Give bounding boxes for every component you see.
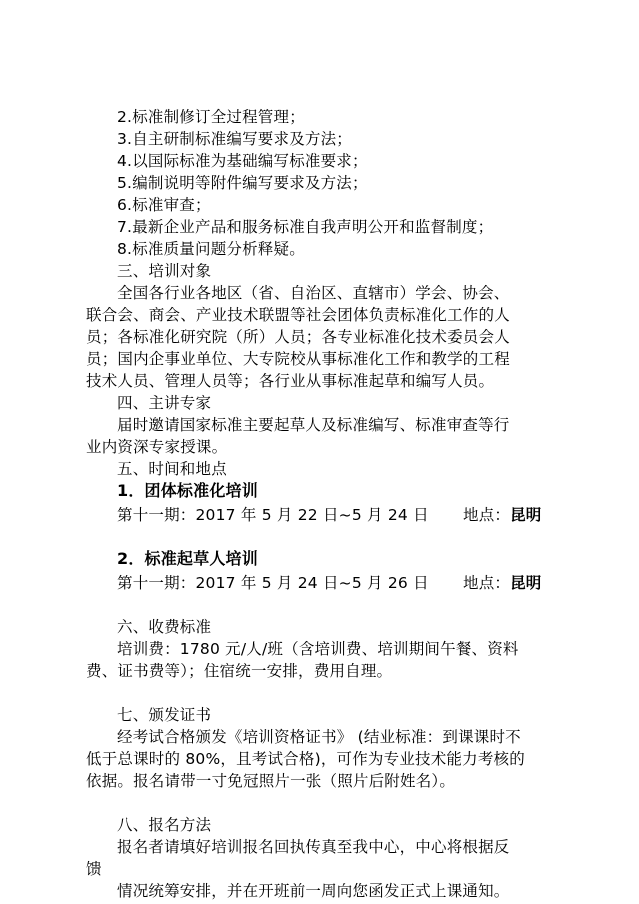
- section-heading-trainees: 三、培训对象: [117, 262, 212, 280]
- list-item: 4.以国际标准为基础编写标准要求；: [117, 152, 368, 170]
- paragraph-line: 培训费：1780 元/人/班（含培训费、培训期间午餐、资料: [117, 640, 519, 658]
- paragraph-line: 依据。报名请带一寸免冠照片一张（照片后附姓名）。: [86, 772, 456, 790]
- paragraph-line: 低于总课时的 80%，且考试合格)，可作为专业技术能力考核的: [86, 750, 525, 768]
- paragraph-line: 费、证书费等）；住宿统一安排，费用自理。: [86, 662, 393, 680]
- paragraph-line: 报名者请填好培训报名回执传真至我中心，中心将根据反: [117, 838, 510, 856]
- paragraph-line: 员；国内企事业单位、大专院校从事标准化工作和教学的工程: [86, 350, 510, 368]
- paragraph-line: 全国各行业各地区（省、自治区、直辖市）学会、协会、: [117, 284, 510, 302]
- paragraph-line: 届时邀请国家标准主要起草人及标准编写、标准审查等行: [117, 416, 510, 434]
- course-title: 2．标准起草人培训: [117, 549, 258, 568]
- course-title: 1．团体标准化培训: [117, 481, 258, 500]
- location-city: 昆明: [510, 574, 542, 592]
- section-heading-experts: 四、主讲专家: [117, 394, 212, 412]
- section-heading-certificate: 七、颁发证书: [117, 706, 212, 724]
- list-item: 8.标准质量问题分析释疑。: [117, 240, 305, 258]
- section-heading-time-place: 五、时间和地点: [117, 460, 227, 478]
- course-schedule: 第十一期：2017 年 5 月 22 日~5 月 24 日: [117, 506, 429, 524]
- paragraph-line: 经考试合格颁发《培训资格证书》 (结业标准：到课课时不: [117, 728, 521, 746]
- paragraph-line: 馈: [86, 860, 102, 878]
- location-city: 昆明: [510, 506, 542, 524]
- paragraph-line: 情况统筹安排，并在开班前一周向您函发正式上课通知。: [117, 882, 510, 900]
- list-item: 5.编制说明等附件编写要求及方法；: [117, 174, 368, 192]
- paragraph-line: 员；各标准化研究院（所）人员；各专业标准化技术委员会人: [86, 328, 510, 346]
- list-item: 7.最新企业产品和服务标准自我声明公开和监督制度；: [117, 218, 494, 236]
- list-item: 2.标准制修订全过程管理；: [117, 108, 305, 126]
- list-item: 3.自主研制标准编写要求及方法；: [117, 130, 352, 148]
- location-label-text: 地点：: [463, 506, 511, 524]
- section-heading-registration: 八、报名方法: [117, 816, 212, 834]
- location-label: [463, 505, 542, 525]
- course-schedule: 第十一期：2017 年 5 月 24 日~5 月 26 日: [117, 574, 429, 592]
- location-label: [463, 573, 542, 593]
- list-item: 6.标准审查；: [117, 196, 211, 214]
- paragraph-line: 业内资深专家授课。: [86, 438, 228, 456]
- section-heading-fees: 六、收费标准: [117, 618, 212, 636]
- paragraph-line: 联合会、商会、产业技术联盟等社会团体负责标准化工作的人: [86, 306, 510, 324]
- location-label-text: 地点：: [463, 574, 511, 592]
- paragraph-line: 技术人员、管理人员等；各行业从事标准起草和编写人员。: [86, 372, 495, 390]
